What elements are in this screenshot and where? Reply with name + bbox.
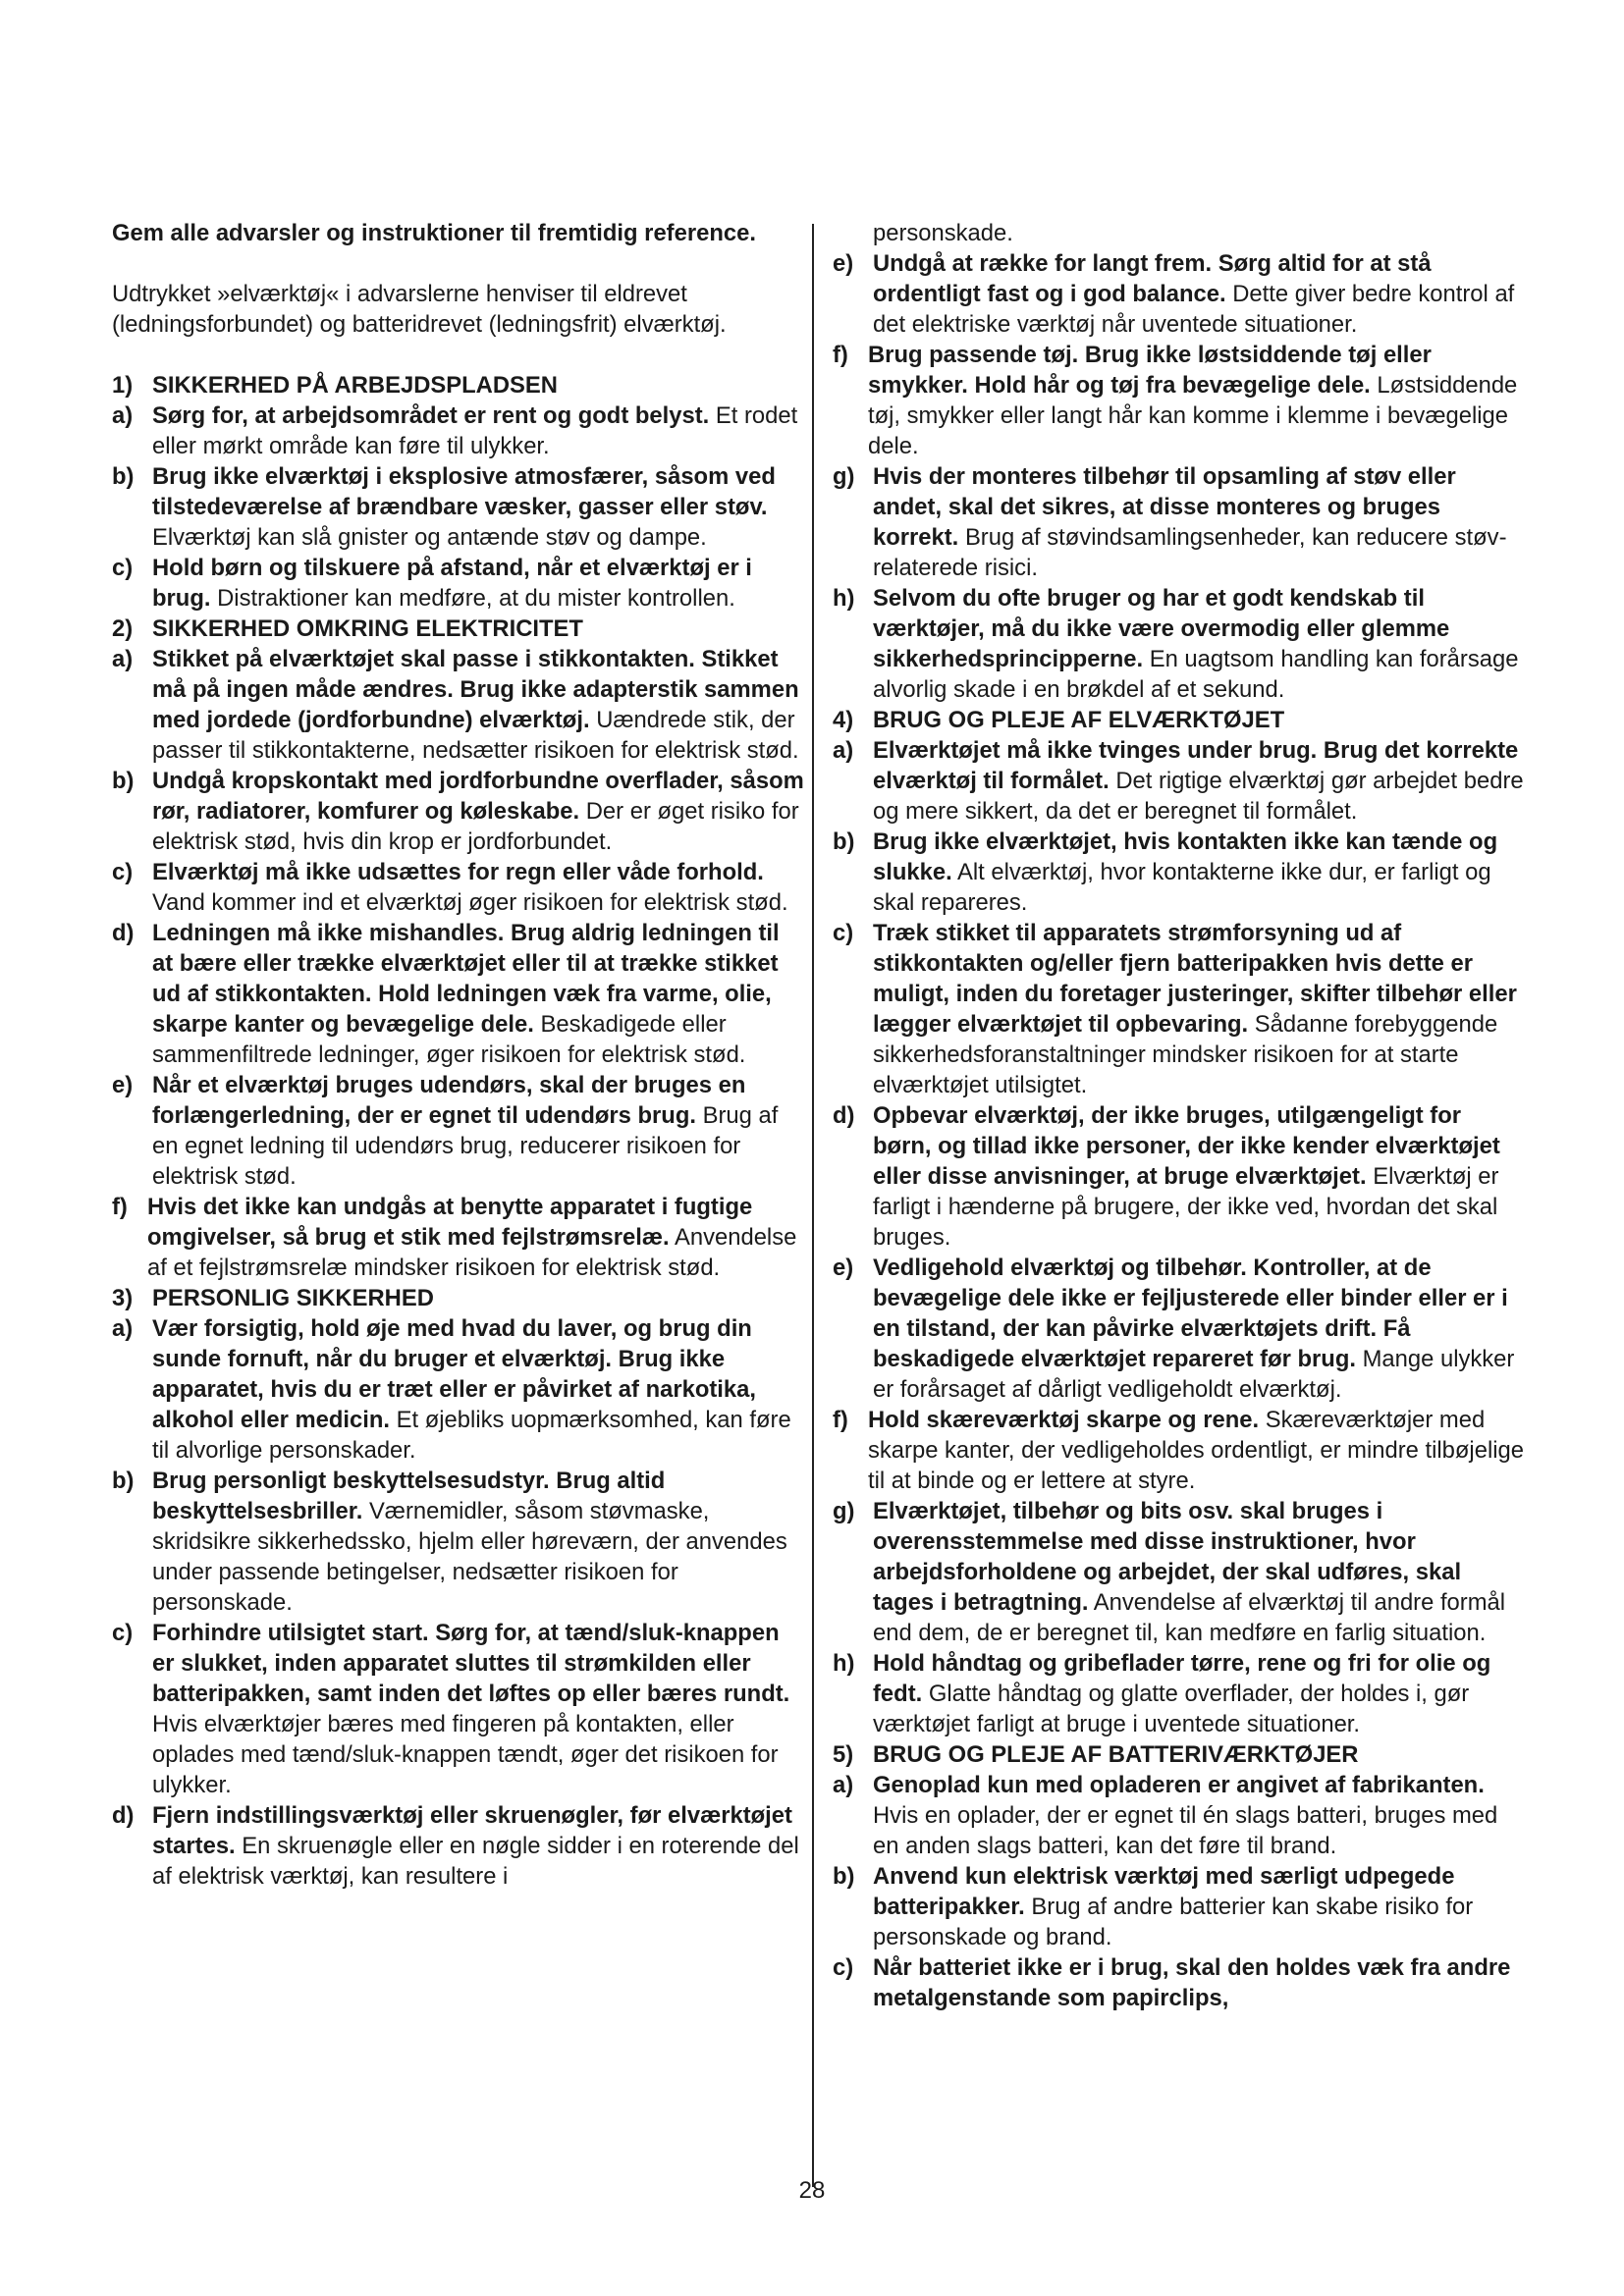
item-label: g) (833, 463, 855, 490)
section-heading (112, 370, 804, 400)
item-bold-text: Hvis det ikke kan undgås at benytte apparatet i fugtige omgivelser, så brug et stik med fejlstrømsrelæ. (147, 1194, 753, 1251)
list-item (112, 766, 804, 857)
item-bold-text: Genoplad kun med opladeren er angivet af fabrikanten. (873, 1772, 1485, 1798)
item-bold-text: Brug personligt beskyttelsesudstyr. Brug altid beskyttelsesbriller. (152, 1468, 666, 1524)
item-text: Løstsiddende tøj, smykker eller langt hår kan komme i klemme i bevægelige dele. (868, 372, 1518, 459)
item-body (152, 1070, 804, 1192)
item-label: b) (112, 768, 135, 794)
item-text: Det rigtige elværktøj gør arbejdet bedre og mere sikkert, da det er beregnet til formålet. (873, 768, 1524, 825)
intro-title: Gem alle advarsler og instruktioner til fremtidig reference. (112, 220, 756, 246)
right-sections (833, 248, 1525, 2013)
list-item (112, 1192, 804, 1283)
section-number: 1) (112, 372, 134, 399)
item-text: Uændrede stik, der passer til stikkontakterne, nedsætter risikoen for elektrisk stød. (152, 707, 799, 764)
item-body (873, 1648, 1525, 1739)
item-text: Vand kommer ind et elværktøj øger risikoen for elektrisk stød. (152, 889, 788, 916)
item-bold-text: Elværktøjet må ikke tvinges under brug. Brug det korrekte elværktøj til formålet. (873, 737, 1519, 794)
item-text: Hvis en oplader, der er egnet til én slags batteri, bruges med en anden slags batteri, kan det føre til brand. (873, 1802, 1498, 1859)
item-bold-text: Brug ikke elværktøj i eksplosive atmosfærer, såsom ved tilstedeværelse af brændbare væsker, gasser eller støv. (152, 463, 776, 520)
item-body (152, 1466, 804, 1618)
list-item (112, 400, 804, 461)
item-body (873, 735, 1525, 827)
item-label: c) (112, 1620, 134, 1646)
section-number: 3) (112, 1285, 134, 1311)
item-bold-text: Hvis der monteres tilbehør til opsamling af støv eller andet, skal det sikres, at disse monteres og bruges korrekt. (873, 463, 1456, 551)
item-label: a) (112, 646, 134, 672)
item-text: Et rodet eller mørkt område kan føre til ulykker. (152, 402, 798, 459)
item-bold-text: Hold børn og tilskuere på afstand, når et elværktøj er i brug. (152, 555, 752, 612)
list-item (112, 644, 804, 766)
item-body (873, 1952, 1525, 2013)
item-body (873, 1496, 1525, 1648)
item-label: f) (833, 342, 848, 368)
list-item (833, 248, 1525, 340)
item-label: a) (833, 737, 854, 764)
item-bold-text: Elværktøj må ikke udsættes for regn eller våde forhold. (152, 859, 764, 885)
item-label: b) (112, 463, 135, 490)
section-title: PERSONLIG SIKKERHED (152, 1285, 434, 1311)
item-bold-text: Undgå at række for langt frem. Sørg altid for at stå ordentligt fast og i god balance. (873, 250, 1432, 307)
list-item (833, 1770, 1525, 1861)
item-bold-text: Sørg for, at arbejdsområdet er rent og godt belyst. (152, 402, 710, 429)
page-number: 28 (798, 2177, 826, 2204)
item-text: Brug af andre batterier kan skabe risiko for personskade og brand. (873, 1894, 1474, 1950)
item-bold-text: Ledningen må ikke mishandles. Brug aldrig ledningen til at bære eller trække elværktøjet eller til at trække stikket ud af stikkontakten. Hold ledningen væk fra varme, olie, skarpe kanter og bevægelige dele. (152, 920, 780, 1038)
list-item (833, 1496, 1525, 1648)
item-text: En skruenøgle eller en nøgle sidder i en roterende del af elektrisk værktøj, kan resultere i (152, 1833, 799, 1890)
item-text: Elværktøj kan slå gnister og antænde støv og dampe. (152, 524, 707, 551)
list-item (833, 1952, 1525, 2013)
item-text: Alt elværktøj, hvor kontakterne ikke dur, er farligt og skal repareres. (873, 859, 1491, 916)
list-item (833, 735, 1525, 827)
section-heading (833, 1739, 1525, 1770)
item-label: c) (112, 859, 134, 885)
list-item (112, 1618, 804, 1800)
item-bold-text: Hold håndtag og gribeflader tørre, rene og fri for olie og fedt. (873, 1650, 1491, 1707)
column-divider (812, 224, 814, 2187)
item-bold-text: Anvend kun elektrisk værktøj med særligt udpegede batteripakker. (873, 1863, 1455, 1920)
section-number: 5) (833, 1741, 854, 1768)
item-body (147, 1192, 804, 1283)
list-item (833, 1861, 1525, 1952)
item-text: Beskadigede eller sammenfiltrede ledninger, øger risikoen for elektrisk stød. (152, 1011, 746, 1068)
section-title: SIKKERHED PÅ ARBEJDSPLADSEN (152, 372, 558, 399)
item-text: Anvendelse af elværktøj til andre formål end dem, de er beregnet til, kan medføre en farlig situation. (873, 1589, 1506, 1646)
list-item (112, 857, 804, 918)
list-item (833, 1405, 1525, 1496)
item-body (152, 553, 804, 614)
list-item (112, 553, 804, 614)
continuation-text: personskade. (873, 220, 1013, 246)
item-bold-text: Undgå kropskontakt med jordforbundne overflader, såsom rør, radiatorer, komfurer og køleskabe. (152, 768, 804, 825)
item-body (873, 1861, 1525, 1952)
item-label: h) (833, 585, 855, 612)
item-text: Et øjebliks uopmærksomhed, kan føre til alvorlige personskader. (152, 1407, 791, 1464)
item-body (873, 583, 1525, 705)
list-item (833, 827, 1525, 918)
item-label: c) (833, 1954, 854, 1981)
list-item (112, 1800, 804, 1892)
item-label: g) (833, 1498, 855, 1524)
item-label: d) (833, 1102, 855, 1129)
item-text: Der er øget risiko for elektrisk stød, hvis din krop er jordforbundet. (152, 798, 799, 855)
list-item (112, 1070, 804, 1192)
item-body (152, 400, 804, 461)
item-text: Distraktioner kan medføre, at du mister kontrollen. (217, 585, 735, 612)
item-label: d) (112, 1802, 135, 1829)
item-bold-text: Træk stikket til apparatets strømforsyning ud af stikkontakten og/eller fjern batteripakken hvis dette er muligt, inden du foretager justeringer, skifter tilbehør eller lægger elværktøjet til opbevaring. (873, 920, 1517, 1038)
item-body (873, 1770, 1525, 1861)
right-column (833, 218, 1525, 2013)
item-text: Hvis elværktøjer bæres med fingeren på kontakten, eller oplades med tænd/sluk-knappen tændt, øger det risikoen for ulykker. (152, 1711, 779, 1798)
item-bold-text: Fjern indstillingsværktøj eller skruenøgler, før elværktøjet startes. (152, 1802, 792, 1859)
item-label: c) (112, 555, 134, 581)
item-body (873, 1100, 1525, 1253)
section-number: 4) (833, 707, 854, 733)
item-label: a) (112, 1315, 134, 1342)
item-label: f) (833, 1407, 848, 1433)
left-column (112, 218, 804, 1892)
item-bold-text: Opbevar elværktøj, der ikke bruges, utilgængeligt for børn, og tillad ikke personer, der ikke kender elværktøjet eller disse anvisninger, at bruge elværktøjet. (873, 1102, 1500, 1190)
item-text: Anvendelse af et fejlstrømsrelæ mindsker risikoen for elektrisk stød. (147, 1224, 797, 1281)
item-body (868, 1405, 1525, 1496)
item-bold-text: Elværktøjet, tilbehør og bits osv. skal bruges i overensstemmelse med disse instruktioner, hvor arbejdsforholdene og arbejdet, der skal udføres, skal tages i betragtning. (873, 1498, 1462, 1616)
item-body (873, 1253, 1525, 1405)
item-label: c) (833, 920, 854, 946)
item-label: e) (833, 1255, 854, 1281)
item-bold-text: Stikket på elværktøjet skal passe i stikkontakten. Stikket må på ingen måde ændres. Brug ikke adapterstik sammen med jordede (jordforbundne) elværktøj. (152, 646, 799, 733)
section-title: BRUG OG PLEJE AF BATTERIVÆRKTØJER (873, 1741, 1359, 1768)
item-bold-text: Vedligehold elværktøj og tilbehør. Kontroller, at de bevægelige dele ikke er fejljusterede eller binder eller er i en tilstand, der kan påvirke elværktøjets drift. Få beskadigede elværktøjet repareret før brug. (873, 1255, 1508, 1372)
left-sections (112, 370, 804, 1892)
item-text: Brug af støvindsamlingsenheder, kan reducere støv-relaterede risici. (873, 524, 1507, 581)
list-item (112, 918, 804, 1070)
item-text: Mange ulykker er forårsaget af dårligt vedligeholdt elværktøj. (873, 1346, 1515, 1403)
item-bold-text: Brug passende tøj. Brug ikke løstsiddende tøj eller smykker. Hold hår og tøj fra bevægelige dele. (868, 342, 1432, 399)
item-bold-text: Når batteriet ikke er i brug, skal den holdes væk fra andre metalgenstande som papirclips, (873, 1954, 1511, 2011)
item-bold-text: Vær forsigtig, hold øje med hvad du laver, og brug din sunde fornuft, når du bruger et elværktøj. Brug ikke apparatet, hvis du er træt eller er påvirket af narkotika, alkohol eller medicin. (152, 1315, 756, 1433)
item-label: d) (112, 920, 135, 946)
list-item (833, 1648, 1525, 1739)
item-bold-text: Selvom du ofte bruger og har et godt kendskab til værktøjer, må du ikke være overmodig eller glemme sikkerhedsprincipperne. (873, 585, 1450, 672)
section-number: 2) (112, 615, 134, 642)
list-item (833, 583, 1525, 705)
item-label: b) (112, 1468, 135, 1494)
item-body (152, 1313, 804, 1466)
item-body (152, 766, 804, 857)
item-label: f) (112, 1194, 128, 1220)
intro-text: Udtrykket »elværktøj« i advarslerne henviser til eldrevet (ledningsforbundet) og batteridrevet (ledningsfrit) elværktøj. (112, 281, 727, 338)
item-bold-text: Når et elværktøj bruges udendørs, skal der bruges en forlængerledning, der er egnet til udendørs brug. (152, 1072, 746, 1129)
item-text: Dette giver bedre kontrol af det elektriske værktøj når uventede situationer. (873, 281, 1515, 338)
item-label: a) (833, 1772, 854, 1798)
list-item (112, 1466, 804, 1618)
item-text: Skæreværktøjer med skarpe kanter, der vedligeholdes ordentligt, er mindre tilbøjelige til at binde og er lettere at styre. (868, 1407, 1524, 1494)
section-heading (833, 705, 1525, 735)
list-item (833, 340, 1525, 461)
section-heading (112, 614, 804, 644)
item-label: h) (833, 1650, 855, 1677)
item-body (152, 461, 804, 553)
item-body (873, 918, 1525, 1100)
item-body (873, 461, 1525, 583)
item-text: Værnemidler, såsom støvmaske, skridsikre sikkerhedssko, hjelm eller høreværn, der anvendes under passende betingelser, nedsætter risikoen for personskade. (152, 1498, 787, 1616)
item-body (152, 644, 804, 766)
item-body (152, 857, 804, 918)
section-title: SIKKERHED OMKRING ELEKTRICITET (152, 615, 583, 642)
section-title: BRUG OG PLEJE AF ELVÆRKTØJET (873, 707, 1285, 733)
item-label: e) (112, 1072, 134, 1098)
item-body (873, 248, 1525, 340)
section-heading (112, 1283, 804, 1313)
list-item (833, 1253, 1525, 1405)
list-item (833, 461, 1525, 583)
item-label: a) (112, 402, 134, 429)
item-text: Glatte håndtag og glatte overflader, der holdes i, gør værktøjet farligt at bruge i uventede situationer. (873, 1681, 1470, 1737)
item-body (868, 340, 1525, 461)
list-item (833, 1100, 1525, 1253)
item-text: Sådanne forebyggende sikkerhedsforanstaltninger mindsker risikoen for at starte elværktøjet utilsigtet. (873, 1011, 1498, 1098)
item-bold-text: Brug ikke elværktøjet, hvis kontakten ikke kan tænde og slukke. (873, 828, 1498, 885)
item-label: b) (833, 1863, 855, 1890)
item-body (152, 918, 804, 1070)
item-text: En uagtsom handling kan forårsage alvorlig skade i en brøkdel af et sekund. (873, 646, 1519, 703)
item-body (152, 1618, 804, 1800)
list-item (112, 1313, 804, 1466)
item-text: Elværktøj er farligt i hænderne på brugere, der ikke ved, hvordan det skal bruges. (873, 1163, 1499, 1251)
item-label: b) (833, 828, 855, 855)
list-item (833, 918, 1525, 1100)
item-body (152, 1800, 804, 1892)
item-label: e) (833, 250, 854, 277)
item-bold-text: Forhindre utilsigtet start. Sørg for, at tænd/sluk-knappen er slukket, inden apparatet sluttes til strømkilden eller batteripakken, samt inden det løftes op eller bæres rundt. (152, 1620, 790, 1707)
list-item (112, 461, 804, 553)
item-text: Brug af en egnet ledning til udendørs brug, reducerer risikoen for elektrisk stød. (152, 1102, 779, 1190)
item-bold-text: Hold skæreværktøj skarpe og rene. (868, 1407, 1260, 1433)
item-body (873, 827, 1525, 918)
